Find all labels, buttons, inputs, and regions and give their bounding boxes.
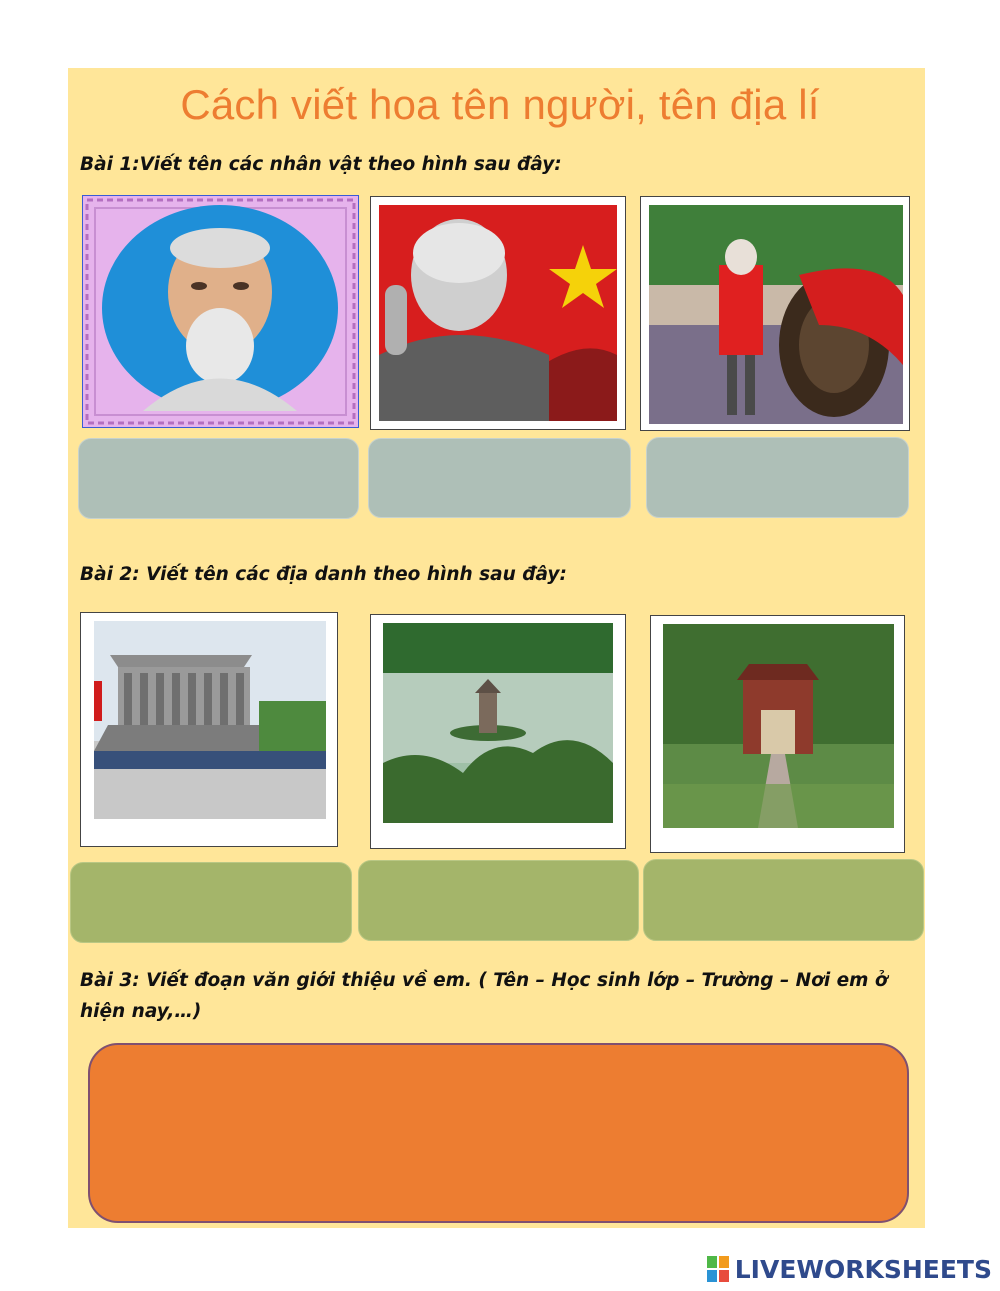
answer-box-place-2[interactable] <box>358 860 639 941</box>
exercise-3-heading-line-1: Bài 3: Viết đoạn văn giới thiệu về em. ( Tên – Học sinh lớp – Trường – Nơi em ở <box>80 970 888 991</box>
general-salute-photo <box>370 196 626 430</box>
exercise-2-heading: Bài 2: Viết tên các địa danh theo hình sau đây: <box>80 564 567 585</box>
page-title: Cách viết hoa tên người, tên địa lí <box>180 81 820 128</box>
liveworksheets-name: LIVEWORKSHEETS <box>734 1254 992 1284</box>
answer-box-person-2[interactable] <box>368 438 631 518</box>
answer-box-person-3[interactable] <box>646 437 909 518</box>
answer-box-place-3[interactable] <box>643 859 924 941</box>
liveworksheets-brand <box>707 1253 992 1285</box>
liveworksheets-logo-icon <box>707 1256 729 1282</box>
temple-gate-photo <box>650 615 905 853</box>
mausoleum-photo <box>80 612 338 847</box>
exercise-1-heading: Bài 1:Viết tên các nhân vật theo hình sau đây: <box>80 154 562 175</box>
lake-tower-photo <box>370 614 626 849</box>
teacher-drum-photo <box>640 196 910 431</box>
answer-box-paragraph[interactable] <box>88 1043 909 1223</box>
answer-box-person-1[interactable] <box>78 438 359 519</box>
portrait-photo <box>82 195 359 428</box>
answer-box-place-1[interactable] <box>70 862 352 943</box>
exercise-3-heading-line-2: hiện nay,…) <box>80 1001 202 1022</box>
